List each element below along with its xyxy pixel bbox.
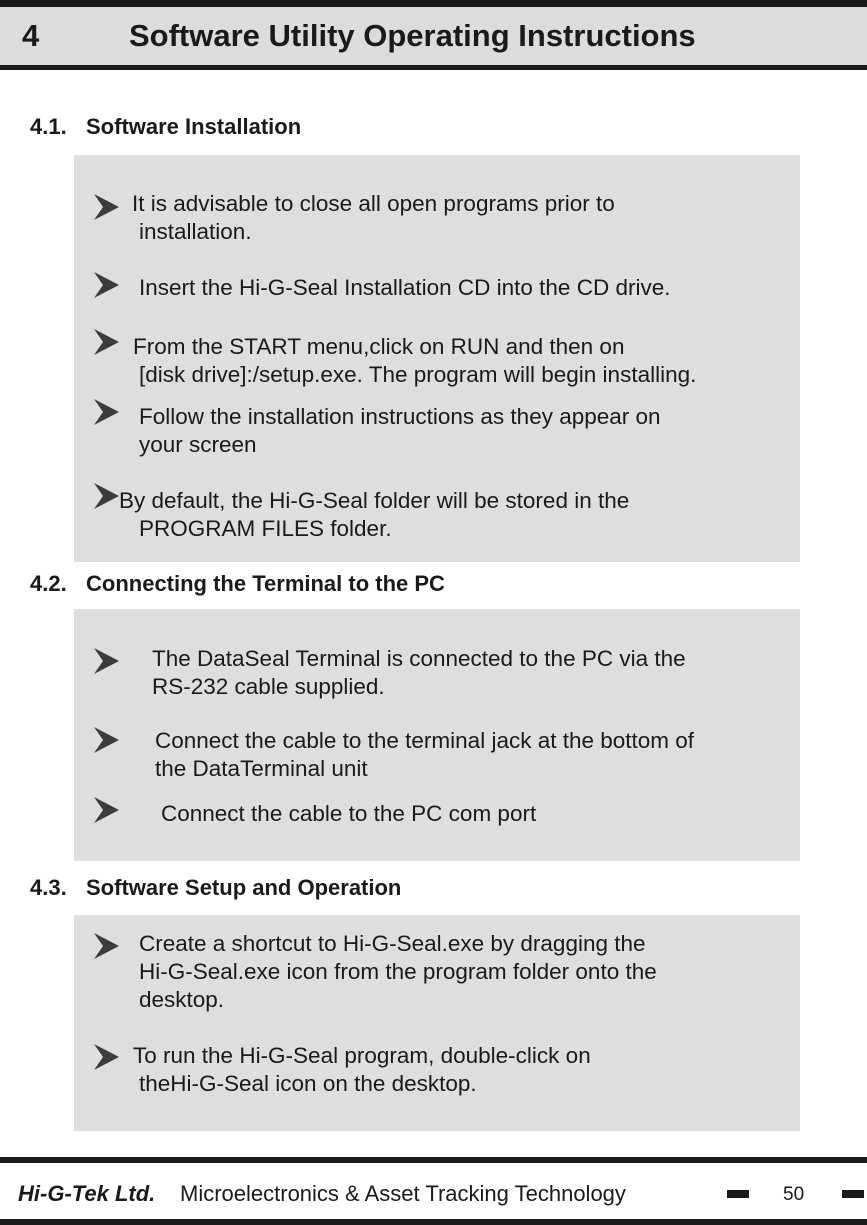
footer-rule [0, 1157, 867, 1163]
list-item: Create a shortcut to Hi-G-Seal.exe by dragging the Hi-G-Seal.exe icon from the program folder onto the desktop. [139, 931, 657, 1012]
list-item: The DataSeal Terminal is connected to the PC via the RS-232 cable supplied. [152, 646, 686, 699]
list-item: Follow the installation instructions as they appear on your screen [139, 404, 661, 457]
arrowhead-bullet-icon [92, 1042, 120, 1072]
setup-panel [74, 915, 800, 1131]
section-title: Software Setup and Operation [86, 875, 402, 900]
section-heading-installation [30, 114, 301, 140]
list-item: By default, the Hi-G-Seal folder will be stored in the PROGRAM FILES folder. [119, 488, 630, 541]
chapter-title: Software Utility Operating Instructions [129, 18, 696, 53]
arrowhead-bullet-icon [92, 646, 120, 676]
section-number: 4.1. [30, 114, 67, 139]
list-item: To run the Hi-G-Seal program, double-click on theHi-G-Seal icon on the desktop. [133, 1043, 591, 1096]
list-item: It is advisable to close all open programs prior to installation. [132, 191, 615, 244]
arrowhead-bullet-icon [92, 481, 120, 511]
arrowhead-bullet-icon [92, 795, 120, 825]
list-item: Insert the Hi-G-Seal Installation CD into the CD drive. [139, 275, 671, 300]
arrowhead-bullet-icon [92, 397, 120, 427]
footer-dash-right [842, 1190, 864, 1198]
page-number: 50 [783, 1184, 805, 1205]
arrowhead-bullet-icon [92, 192, 120, 222]
footer-rule-bottom [0, 1219, 867, 1225]
arrowhead-bullet-icon [92, 931, 120, 961]
section-number: 4.2. [30, 571, 67, 596]
arrowhead-bullet-icon [92, 327, 120, 357]
arrowhead-bullet-icon [92, 270, 120, 300]
section-number: 4.3. [30, 875, 67, 900]
arrowhead-bullet-icon [92, 725, 120, 755]
list-item: Connect the cable to the terminal jack at the bottom of the DataTerminal unit [155, 728, 695, 781]
list-item: Connect the cable to the PC com port [161, 801, 537, 826]
footer-dash-left [727, 1190, 749, 1198]
list-item: From the START menu,click on RUN and then on [disk drive]:/setup.exe. The program will begin installing. [133, 334, 697, 387]
footer-tagline: Microelectronics & Asset Tracking Technology [180, 1181, 626, 1206]
connecting-panel [74, 609, 800, 861]
section-title: Connecting the Terminal to the PC [86, 571, 445, 596]
installation-panel [74, 155, 800, 562]
section-title: Software Installation [86, 114, 302, 139]
section-heading-setup [30, 875, 401, 901]
chapter-number: 4 [22, 18, 40, 53]
section-heading-connecting [30, 571, 445, 597]
footer-company: Hi-G-Tek Ltd. [18, 1181, 156, 1206]
